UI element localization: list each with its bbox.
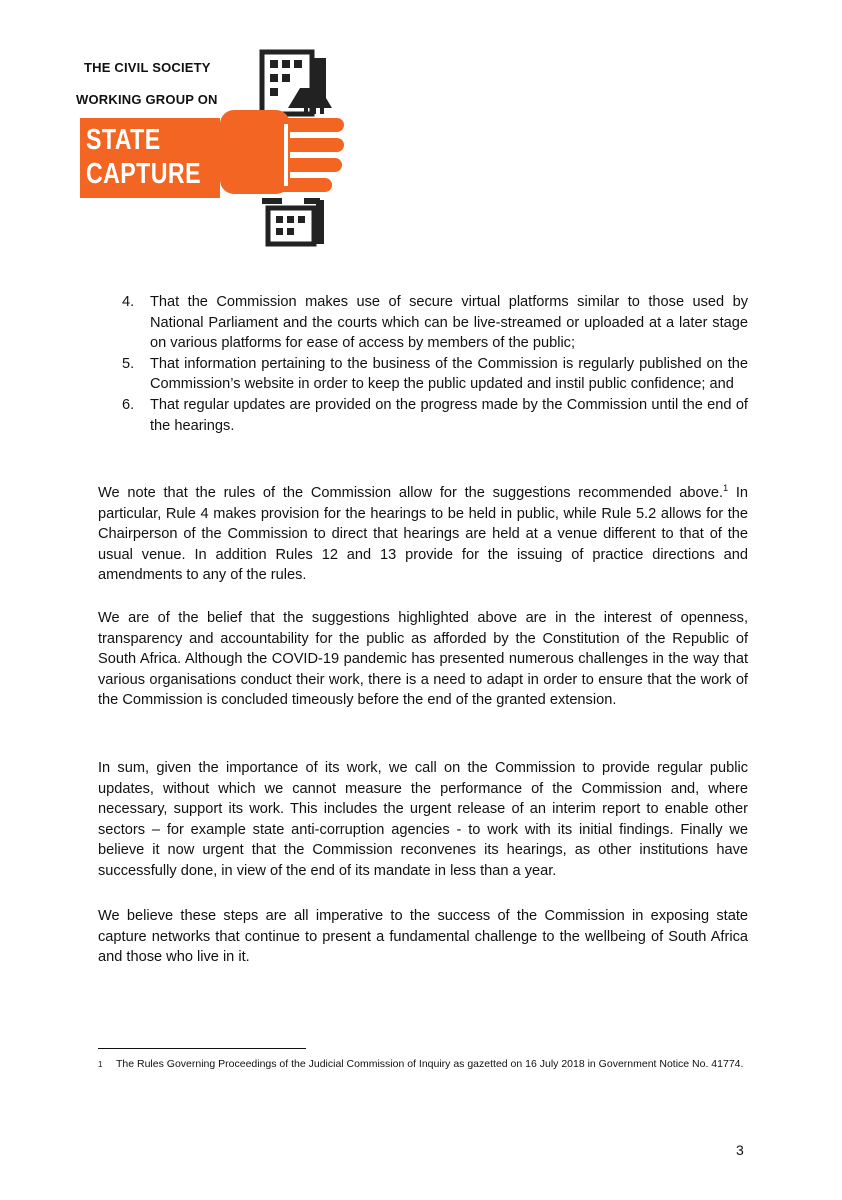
grabbing-hand-icon (220, 110, 344, 194)
building-bottom-icon (262, 198, 324, 244)
paragraph-rules-start: We note that the rules of the Commission allow for the suggestions recommended above. (98, 485, 724, 501)
page-number: 3 (736, 1142, 744, 1158)
logo-box-line2: CAPTURE (86, 158, 201, 190)
list-item-number: 5. (122, 355, 135, 372)
paragraph-conclusion: We believe these steps are all imperative to the success of the Commission in exposing state capture networks that continue to present a fundamental challenge to the wellbeing of South Africa and those who live in it. (98, 908, 748, 966)
list-item-text: That information pertaining to the business of the Commission is regularly published on the Commission’s website in order to keep the public updated and instil public confidence; and (150, 355, 748, 393)
list-item (122, 354, 748, 395)
list-item-number: 6. (122, 396, 135, 413)
list-item (122, 292, 748, 354)
paragraph-rules (98, 483, 748, 586)
list-item-text: That the Commission makes use of secure virtual platforms similar to those used by National Parliament and the courts which can be live-streamed or uploaded at a later stage on various platforms for ease of access by members of the public; (150, 294, 748, 352)
list-item-text: That regular updates are provided on the progress made by the Commission until the end of the hearings. (150, 396, 748, 434)
logo-state-capture-text (86, 123, 201, 191)
footnote (98, 1057, 748, 1073)
list-item-number: 4. (122, 294, 135, 310)
paragraph-belief: We are of the belief that the suggestions highlighted above are in the interest of openness, transparency and accountability for the public as afforded by the Constitution of the Republic of South Africa. Although the COVID-19 pandemic has presented numerous challenges in the way that various organisations conduct their work, there is a need to adapt in order to ensure that the work of the Commission is concluded timeously before the end of the granted extension. (98, 610, 748, 709)
list-item (122, 395, 748, 436)
footnote-divider (98, 1048, 306, 1049)
footnote-reference: 1 (723, 483, 729, 494)
paragraph-in-sum: In sum, given the importance of its work, we call on the Commission to provide regular public updates, without which we cannot measure the performance of the Commission and, where necessary, support its work. This includes the urgent release of an interim report to enable other sectors – for example state anti-corruption agencies - to work with its initial findings. Finally we believe it now urgent that the Commission reconvenes its hearings, as other institutions have successfully done, in view of the end of its mandate in less than a year. (98, 760, 748, 879)
paragraph-rules-rest: In particular, Rule 4 makes provision for the hearings to be held in public, while Rule 5.2 allows for the Chairperson of the Commission to direct that hearings are held at a venue different to that of the usual venue. In addition Rules 12 and 13 provide for the issuing of practice directions and amendments to any of the rules. (98, 485, 748, 584)
logo-title-line2: WORKING GROUP ON (76, 92, 218, 107)
footnote-mark: 1 (98, 1060, 103, 1069)
logo-box-line1: STATE (86, 124, 161, 156)
building-top-icon (262, 52, 332, 114)
recommendations-list (122, 292, 748, 436)
logo-title-line1: THE CIVIL SOCIETY (84, 60, 211, 75)
footnote-text: The Rules Governing Proceedings of the Judicial Commission of Inquiry as gazetted on 16 July 2018 in Government Notice No. 41774. (116, 1058, 744, 1070)
